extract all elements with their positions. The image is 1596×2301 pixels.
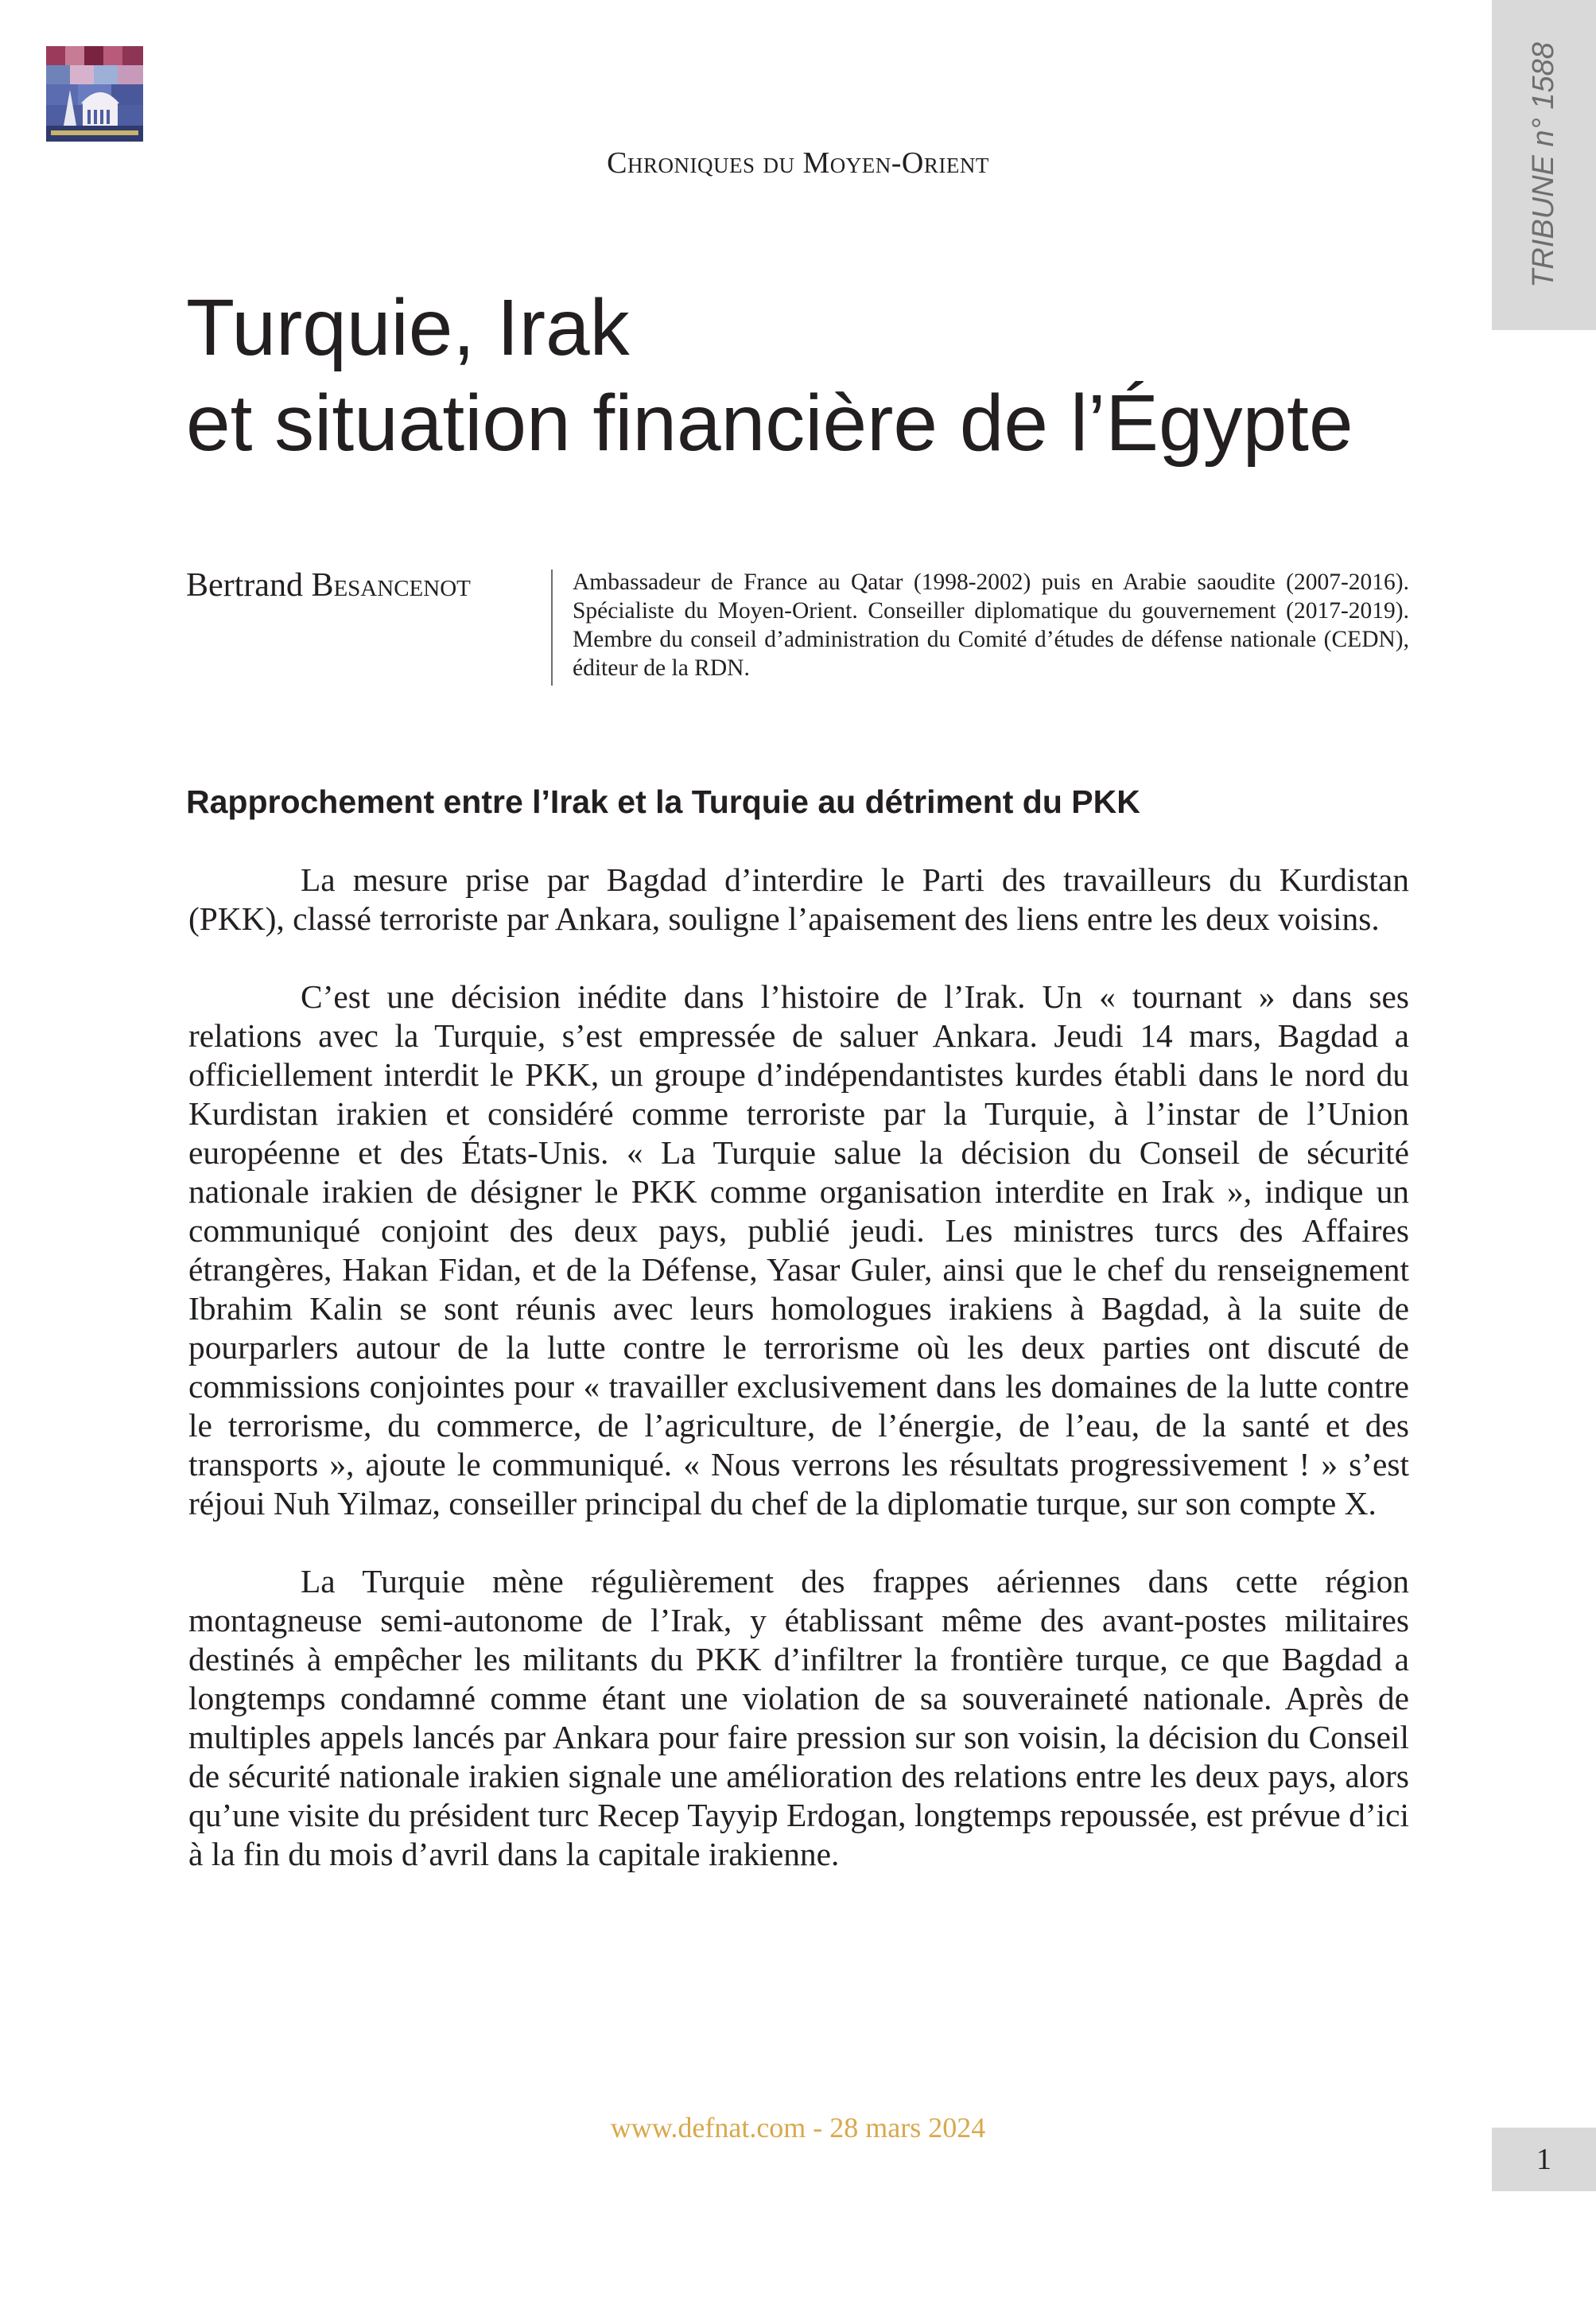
defense-nationale-logo-icon	[46, 46, 143, 142]
chronicle-header: Chroniques du Moyen-Orient	[607, 146, 989, 180]
title-line-1: Turquie, Irak	[186, 283, 630, 372]
author-name	[186, 566, 536, 604]
tribune-label: TRIBUNE n° 1588	[1527, 42, 1560, 288]
paragraph: C’est une décision inédite dans l’histoire de l’Irak. Un « tournant » dans ses relations avec la Turquie, s’est empressée de saluer Ankara. Jeudi 14 mars, Bagdad a officiellement interdit le PKK, un groupe d’indépendantistes kurdes établi dans le nord du Kurdistan irakien et considéré comme terroriste par la Turquie, à l’instar de l’Union européenne et des États-Unis. « La Turquie salue la décision du Conseil de sécurité nationale irakien de désigner le PKK comme organisation interdite en Irak », indique un communiqué conjoint des deux pays, publié jeudi. Les ministres turcs des Affaires étrangères, Hakan Fidan, et de la Défense, Yasar Guler, ainsi que le chef du renseignement Ibrahim Kalin se sont réunis avec leurs homologues irakiens à Bagdad, à la suite de pourparlers autour de la lutte contre le terrorisme où les deux parties ont discuté de commissions conjointes pour « travailler exclusivement dans les domaines de la lutte contre le terrorisme, du commerce, de l’agriculture, de l’énergie, de l’eau, de la santé et des transports », ajoute le communiqué. « Nous verrons les résultats progressivement ! » s’est réjoui Nuh Yilmaz, conseiller principal du chef de la diplomatie turque, sur son compte X.	[188, 978, 1409, 1522]
article-body	[188, 861, 1409, 1913]
paragraph: La Turquie mène régulièrement des frappes aériennes dans cette région montagneuse semi-autonome de l’Irak, y établissant même des avant-postes militaires destinés à empêcher les militants du PKK d’infiltrer la frontière turque, ce que Bagdad a longtemps condamné comme étant une violation de sa souveraineté nationale. Après de multiples appels lancés par Ankara pour faire pression sur son voisin, la décision du Conseil de sécurité nationale irakien signale une amélioration des relations entre les deux pays, alors qu’une visite du président turc Recep Tayyip Erdogan, longtemps repoussée, est prévue d’ici à la fin du mois d’avril dans la capitale irakienne.	[188, 1563, 1409, 1872]
title-line-2: et situation financière de l’Égypte	[186, 379, 1353, 468]
author-bio: Ambassadeur de France au Qatar (1998-2002) puis en Arabie saoudite (2007-2016). Spécialiste du Moyen-Orient. Conseiller diplomatique du gouvernement (2017-2019). Membre du conseil d’administration du Comité d’études de défense nationale (CEDN), éditeur de la RDN.	[573, 569, 1409, 681]
footer-url-date[interactable]: www.defnat.com - 28 mars 2024	[610, 2112, 986, 2144]
author-surname: Besancenot	[311, 567, 471, 604]
article-title	[186, 280, 1458, 471]
page-number: 1	[1492, 2128, 1596, 2191]
author-first-name: Bertrand	[186, 567, 303, 604]
section-heading: Rapprochement entre l’Irak et la Turquie au détriment du PKK	[186, 783, 1140, 820]
author-divider	[551, 569, 553, 686]
paragraph: La mesure prise par Bagdad d’interdire le Parti des travailleurs du Kurdistan (PKK), classé terroriste par Ankara, souligne l’apaisement des liens entre les deux voisins.	[188, 861, 1409, 937]
